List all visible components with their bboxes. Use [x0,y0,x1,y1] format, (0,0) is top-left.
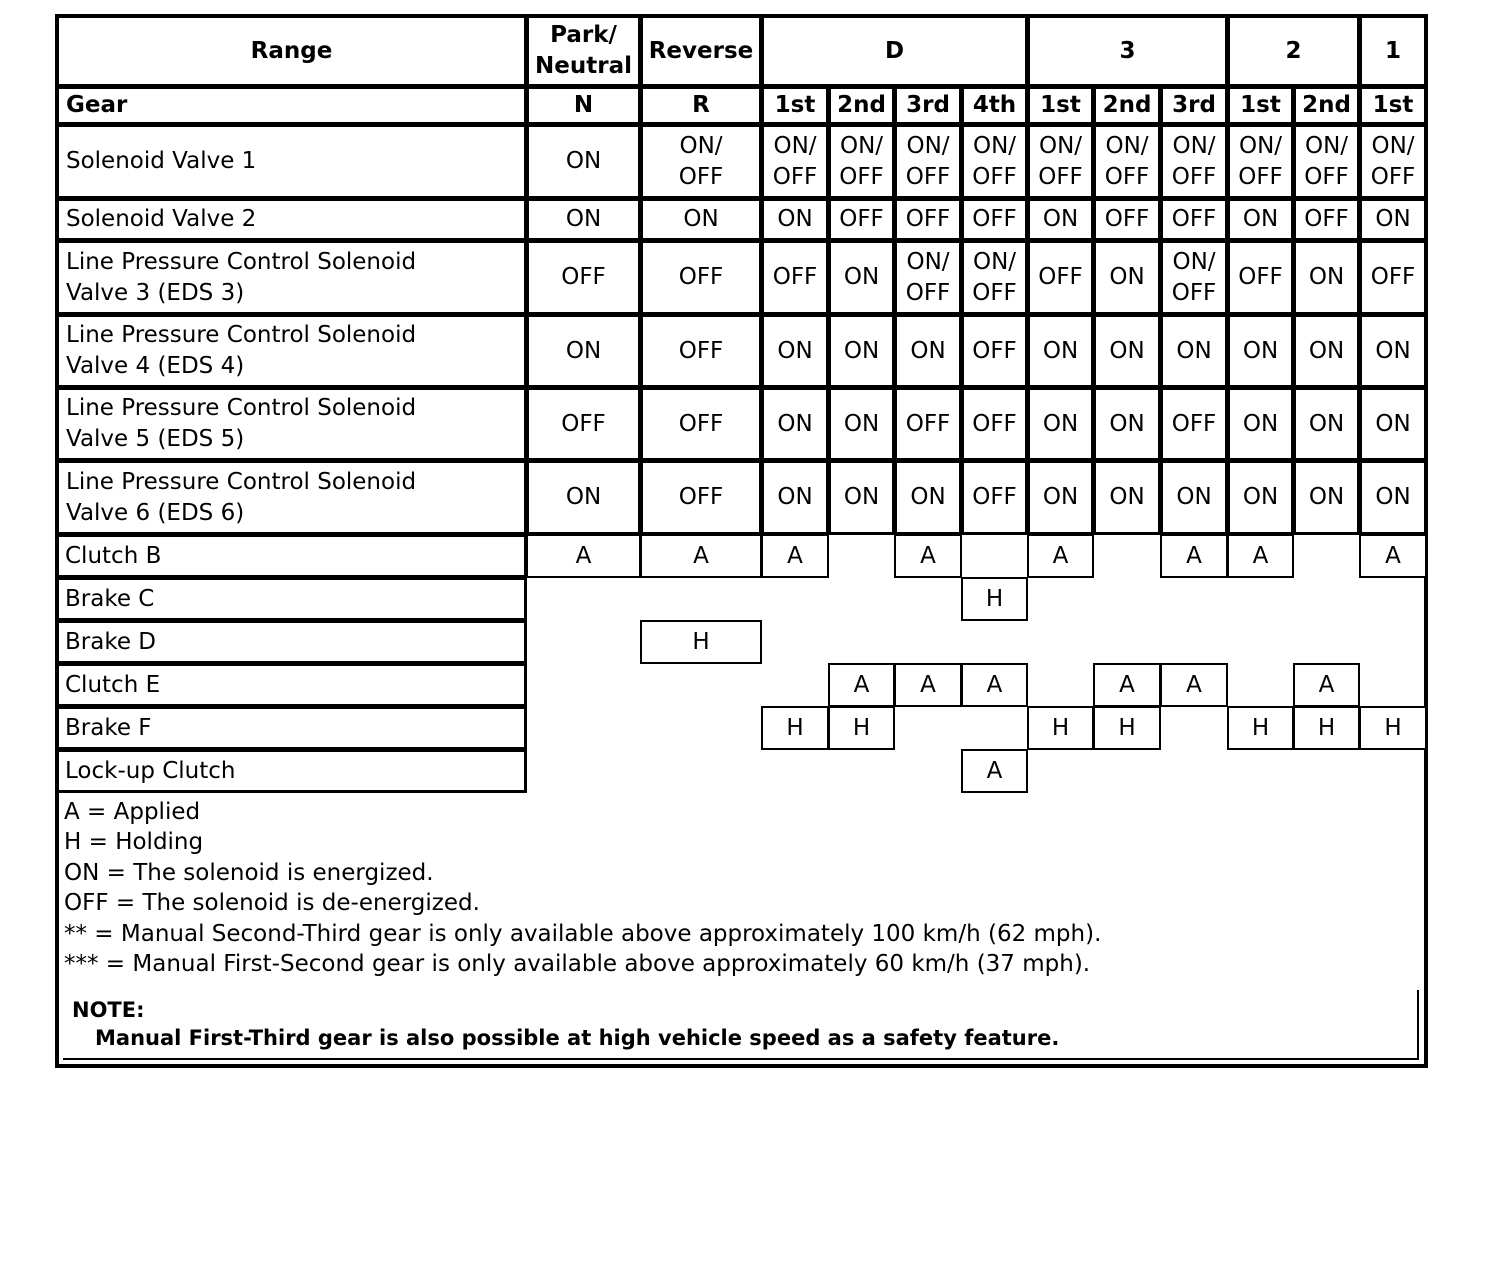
table-cell: OFF [1093,198,1161,241]
gear-header-cell: 1st [1359,86,1427,125]
gear-header-cell: 2nd [828,86,895,125]
range-header-cell: Park/ Neutral [526,15,641,87]
gear-header: Gear [56,86,527,125]
table-cell: H [640,620,762,664]
table-cell: ON/ OFF [1160,124,1228,199]
table-cell: A [1027,534,1094,578]
row-label: Line Pressure Control Solenoid Valve 3 (EDS 3) [56,240,527,315]
table-cell: OFF [961,387,1028,461]
note-title: NOTE: [72,998,145,1022]
note-text: Manual First-Third gear is also possible at high vehicle speed as a safety feature. [95,1026,1060,1050]
table-cell: ON [828,387,895,461]
table-cell: OFF [1359,240,1427,315]
table-cell: ON [526,314,641,388]
table-cell: ON [1293,240,1360,315]
table-cell: ON [761,387,829,461]
table-cell: ON/ OFF [1160,240,1228,315]
gear-header-cell: 1st [1027,86,1094,125]
range-header: Range [56,15,527,87]
table-cell: ON [894,314,962,388]
range-header-cell: D [761,15,1028,87]
gear-header-cell: 2nd [1093,86,1161,125]
row-label: Brake C [56,577,527,621]
gear-header-cell: 1st [1227,86,1294,125]
table-cell: ON [1093,240,1161,315]
table-cell: OFF [640,240,762,315]
table-cell: OFF [961,460,1028,535]
table-cell: ON/ OFF [640,124,762,199]
table-cell: H [1093,706,1161,750]
table-cell: ON [1227,198,1294,241]
table-cell: ON/ OFF [1293,124,1360,199]
table-cell: A [1160,534,1228,578]
table-cell: ON/ OFF [1093,124,1161,199]
gear-header-cell: N [526,86,641,125]
table-cell: OFF [640,314,762,388]
table-cell: ON [1293,387,1360,461]
table-cell: A [1227,534,1294,578]
table-cell: ON [1227,314,1294,388]
table-cell: OFF [1160,387,1228,461]
legend-line: A = Applied [64,799,201,825]
table-cell: ON [640,198,762,241]
table-cell: ON [1027,387,1094,461]
table-cell: H [828,706,895,750]
table-cell: ON/ OFF [1227,124,1294,199]
table-cell: H [1027,706,1094,750]
table-cell: H [761,706,829,750]
table-cell: ON [1093,460,1161,535]
table-cell: A [961,749,1028,793]
gear-header-cell: 3rd [894,86,962,125]
row-label: Line Pressure Control Solenoid Valve 4 (EDS 4) [56,314,527,388]
gear-header-cell: 2nd [1293,86,1360,125]
table-cell: ON [761,198,829,241]
table-cell: ON/ OFF [828,124,895,199]
table-cell: OFF [1293,198,1360,241]
table-cell: ON [1227,387,1294,461]
table-cell: ON/ OFF [761,124,829,199]
table-cell: ON [761,460,829,535]
table-cell: ON [1027,460,1094,535]
table-cell: ON [1160,314,1228,388]
table-cell: ON [828,240,895,315]
table-cell: H [1293,706,1360,750]
table-cell: H [1359,706,1427,750]
table-cell: OFF [828,198,895,241]
table-cell: A [961,663,1028,707]
table-cell: ON [1093,314,1161,388]
table-cell: OFF [1027,240,1094,315]
table-cell: A [1160,663,1228,707]
row-label: Clutch E [56,663,527,707]
table-cell: ON [894,460,962,535]
table-cell: ON [1359,198,1427,241]
gear-header-cell: R [640,86,762,125]
table-cell: ON [1359,460,1427,535]
table-cell: OFF [894,198,962,241]
table-cell: OFF [961,198,1028,241]
row-label: Line Pressure Control Solenoid Valve 6 (EDS 6) [56,460,527,535]
table-cell: ON [761,314,829,388]
legend [64,797,1101,979]
table-cell: ON [526,460,641,535]
table-cell: ON [526,124,641,199]
table-cell: A [526,534,641,578]
gear-header-cell: 1st [761,86,829,125]
table-cell: OFF [526,240,641,315]
row-label: Lock-up Clutch [56,749,527,793]
table-cell: ON [1227,460,1294,535]
table-cell: ON [1359,314,1427,388]
legend-line: OFF = The solenoid is de-energized. [64,890,480,917]
range-header-cell: 2 [1227,15,1360,87]
range-header-cell: 3 [1027,15,1228,87]
table-cell: ON [1027,314,1094,388]
table-cell: ON [526,198,641,241]
row-label: Line Pressure Control Solenoid Valve 5 (EDS 5) [56,387,527,461]
table-cell: ON [828,314,895,388]
table-cell: ON [1027,198,1094,241]
table-cell: A [640,534,762,578]
table-cell: ON [828,460,895,535]
table-cell: ON/ OFF [961,240,1028,315]
table-cell: OFF [526,387,641,461]
table-cell: A [894,663,962,707]
row-label: Brake F [56,706,527,750]
legend-line: ON = The solenoid is energized. [64,859,434,886]
range-header-cell: 1 [1359,15,1427,87]
table-cell: ON [1093,387,1161,461]
table-cell: ON [1293,460,1360,535]
table-cell: A [1293,663,1360,707]
table-cell: OFF [894,387,962,461]
gear-header-cell: 4th [961,86,1028,125]
table-cell: H [961,577,1028,621]
table-cell: OFF [1160,198,1228,241]
table-cell: A [894,534,962,578]
table-cell: A [1093,663,1161,707]
table-cell: ON [1160,460,1228,535]
table-cell: A [1359,534,1427,578]
gear-header-cell: 3rd [1160,86,1228,125]
table-cell: A [761,534,829,578]
table-cell: H [1227,706,1294,750]
table-cell: OFF [761,240,829,315]
table-cell: ON/ OFF [894,124,962,199]
table-cell: OFF [961,314,1028,388]
table-cell: OFF [640,387,762,461]
row-label: Solenoid Valve 2 [56,198,527,241]
table-cell: OFF [640,460,762,535]
range-header-cell: Reverse [640,15,762,87]
table-cell: ON/ OFF [961,124,1028,199]
legend-line: *** = Manual First-Second gear is only available above approximately 60 km/h (37 mph). [64,951,1091,978]
row-label: Solenoid Valve 1 [56,124,527,199]
row-label: Brake D [56,620,527,664]
legend-line: ** = Manual Second-Third gear is only available above approximately 100 km/h (62 mph). [64,920,1102,947]
table-cell: ON/ OFF [894,240,962,315]
table-cell: ON [1293,314,1360,388]
row-label: Clutch B [56,534,527,578]
table-cell: ON [1359,387,1427,461]
table-cell: A [828,663,895,707]
legend-line: H = Holding [64,829,204,856]
table-cell: OFF [1227,240,1294,315]
table-cell: ON/ OFF [1359,124,1427,199]
table-cell: ON/ OFF [1027,124,1094,199]
